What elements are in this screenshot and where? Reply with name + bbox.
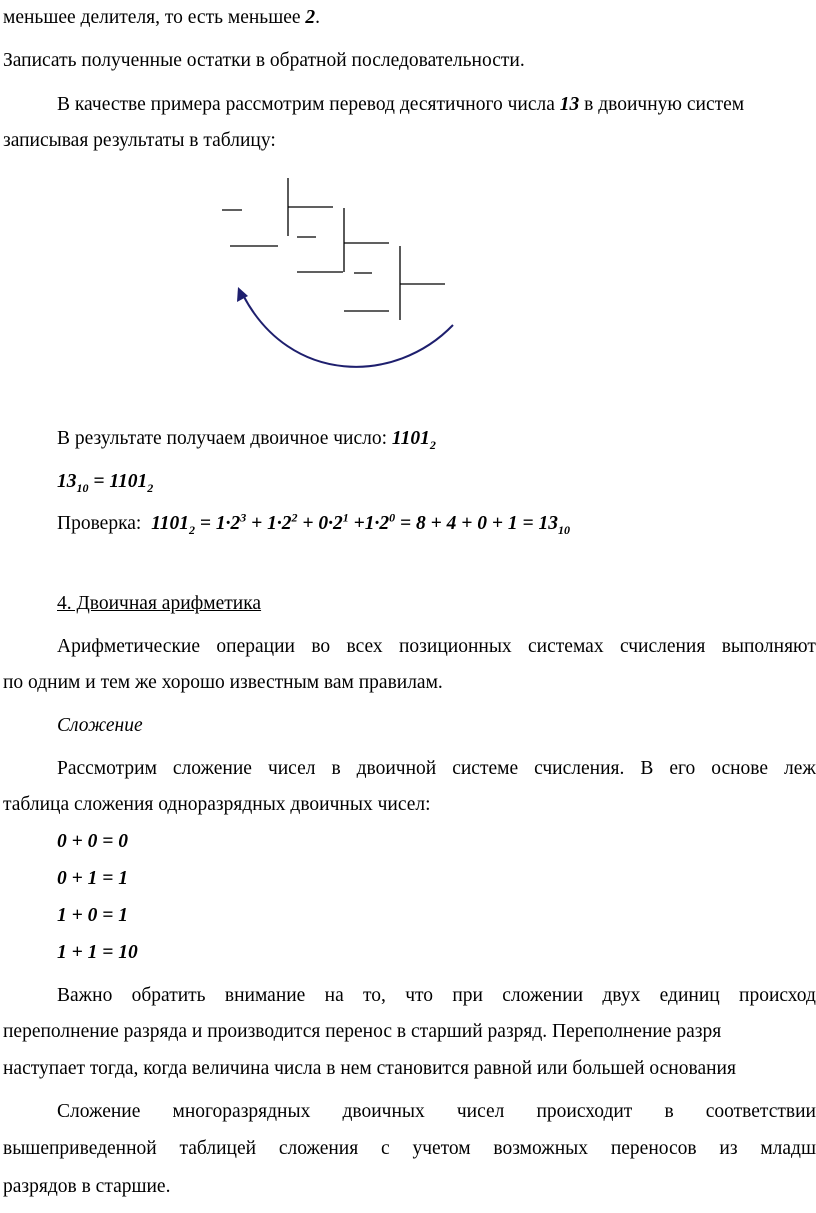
word: что xyxy=(405,985,434,1006)
justified-line xyxy=(57,983,816,1009)
word: счисления xyxy=(619,636,706,657)
rule-line: 1 + 0 = 1 xyxy=(57,905,128,926)
word: двоичной xyxy=(356,758,437,779)
word: внимание xyxy=(224,985,306,1006)
word: Арифметические xyxy=(57,636,201,657)
word: многоразрядных xyxy=(172,1101,311,1122)
word: Рассмотрим xyxy=(57,758,157,779)
word: операции xyxy=(216,636,295,657)
word: сложение xyxy=(172,758,252,779)
word: при xyxy=(452,985,483,1006)
word: системах xyxy=(528,636,604,657)
word: сложения xyxy=(278,1138,359,1159)
justified-line xyxy=(57,1099,816,1125)
word: переносов xyxy=(610,1138,697,1159)
word: с xyxy=(381,1138,390,1159)
word: таблицей xyxy=(179,1138,257,1159)
word: позиционных xyxy=(399,636,512,657)
word: младш xyxy=(760,1138,816,1159)
word: в xyxy=(664,1101,674,1122)
division-diagram xyxy=(0,0,816,420)
rule-line: 0 + 1 = 1 xyxy=(57,868,128,889)
word: системе xyxy=(452,758,519,779)
paragraph-line: В качестве примера рассмотрим перевод десятичного числа 13 в двоичную систем xyxy=(57,94,745,115)
paragraph-line: записывая результаты в таблицу: xyxy=(3,130,276,151)
section-heading: 4. Двоичная арифметика xyxy=(57,593,262,614)
paragraph-line: наступает тогда, когда величина числа в нем становится равной или большей основания xyxy=(3,1058,736,1079)
word: чисел xyxy=(267,758,316,779)
paragraph-line: таблица сложения одноразрядных двоичных чисел: xyxy=(3,794,431,815)
subsection-title: Сложение xyxy=(57,715,143,736)
word: счисления. xyxy=(534,758,625,779)
equality-line: $13_{10} = 1101_2$ xyxy=(57,471,154,495)
paragraph-line: разрядов в старшие. xyxy=(3,1176,171,1197)
word: во xyxy=(311,636,331,657)
word: из xyxy=(719,1138,738,1159)
paragraph-line: меньшее делителя, то есть меньшее 2. xyxy=(3,7,321,28)
word: то, xyxy=(363,985,386,1006)
word: чисел xyxy=(456,1101,505,1122)
justified-line xyxy=(57,634,816,660)
justified-line xyxy=(3,1136,816,1162)
word: единиц xyxy=(659,985,720,1006)
word: В xyxy=(640,758,654,779)
paragraph-line: по одним и тем же хорошо известным вам правилам. xyxy=(3,672,443,693)
word: основе xyxy=(711,758,769,779)
word: происходит xyxy=(536,1101,633,1122)
word: леж xyxy=(784,758,816,779)
word: двоичных xyxy=(342,1101,425,1122)
word: Сложение xyxy=(57,1101,141,1122)
word: учетом xyxy=(412,1138,471,1159)
word: сложении xyxy=(502,985,584,1006)
word: происход xyxy=(739,985,816,1006)
word: двух xyxy=(602,985,641,1006)
check-line: Проверка: $1101_2 = 1\cdot 2^3 + 1\cdot 2^2 + 0\cdot 2^1 +1\cdot 2^0 = 8 + 4 + 0 + 1 = 13_{10}$ xyxy=(57,510,570,537)
word: на xyxy=(324,985,344,1006)
word: Важно xyxy=(57,985,113,1006)
paragraph-line: переполнение разряда и производится перенос в старший разряд. Переполнение разря xyxy=(3,1021,722,1042)
word: всех xyxy=(346,636,383,657)
word: соответствии xyxy=(705,1101,816,1122)
reverse-arrow xyxy=(243,295,453,367)
word: в xyxy=(331,758,341,779)
word: вышеприведенной xyxy=(3,1138,157,1159)
word: его xyxy=(669,758,696,779)
justified-line xyxy=(57,756,816,782)
word: возможных xyxy=(493,1138,589,1159)
rule-line: 1 + 1 = 10 xyxy=(57,942,138,963)
paragraph-line: Записать полученные остатки в обратной последовательности. xyxy=(3,50,525,71)
result-line: В результате получаем двоичное число: $1101_2$ xyxy=(57,428,436,452)
word: выполняют xyxy=(721,636,816,657)
word: обратить xyxy=(131,985,206,1006)
rule-line: 0 + 0 = 0 xyxy=(57,831,128,852)
